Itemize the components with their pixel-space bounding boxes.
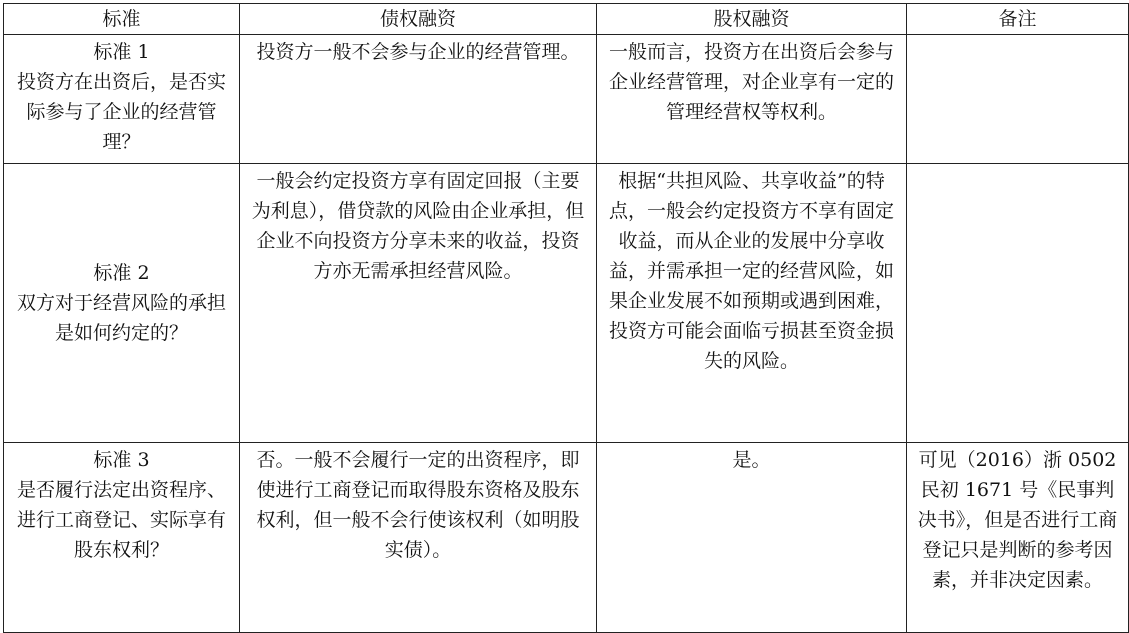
header-equity-financing: 股权融资 xyxy=(597,4,907,35)
equity-cell: 一般而言，投资方在出资后会参与企业经营管理，对企业享有一定的管理经营权等权利。 xyxy=(597,35,907,164)
criterion-label: 标准 1 xyxy=(93,41,150,63)
debt-cell: 否。一般不会履行一定的出资程序，即使进行工商登记而取得股东资格及股东权利，但一般不会行使该权利（如明股实债）。 xyxy=(240,443,597,633)
criterion-question: 是否履行法定出资程序、进行工商登记、实际享有股东权利？ xyxy=(16,479,226,561)
criterion-label: 标准 3 xyxy=(93,449,150,471)
criterion-cell xyxy=(4,164,240,443)
header-note: 备注 xyxy=(907,4,1129,35)
criterion-label: 标准 2 xyxy=(93,262,150,284)
table-row xyxy=(4,443,1129,633)
equity-cell: 根据“共担风险、共享收益”的特点，一般会约定投资方不享有固定收益，而从企业的发展中分享收益，并需承担一定的经营风险，如果企业发展不如预期或遇到困难，投资方可能会面临亏损甚至资金损失的风险。 xyxy=(597,164,907,443)
criterion-question: 双方对于经营风险的承担是如何约定的？ xyxy=(16,292,226,344)
note-cell: 可见（2016）浙 0502 民初 1671 号《民事判决书》，但是否进行工商登记只是判断的参考因素，并非决定因素。 xyxy=(907,443,1129,633)
debt-cell: 投资方一般不会参与企业的经营管理。 xyxy=(240,35,597,164)
table-row xyxy=(4,164,1129,443)
header-row xyxy=(4,4,1129,35)
comparison-table xyxy=(3,3,1129,633)
criterion-question: 投资方在出资后，是否实际参与了企业的经营管理？ xyxy=(16,71,226,153)
table-row xyxy=(4,35,1129,164)
header-debt-financing: 债权融资 xyxy=(240,4,597,35)
equity-cell: 是。 xyxy=(597,443,907,633)
note-cell xyxy=(907,35,1129,164)
debt-cell: 一般会约定投资方享有固定回报（主要为利息），借贷款的风险由企业承担，但企业不向投资方分享未来的收益，投资方亦无需承担经营风险。 xyxy=(240,164,597,443)
criterion-cell xyxy=(4,35,240,164)
header-criterion: 标准 xyxy=(4,4,240,35)
criterion-cell xyxy=(4,443,240,633)
note-cell xyxy=(907,164,1129,443)
